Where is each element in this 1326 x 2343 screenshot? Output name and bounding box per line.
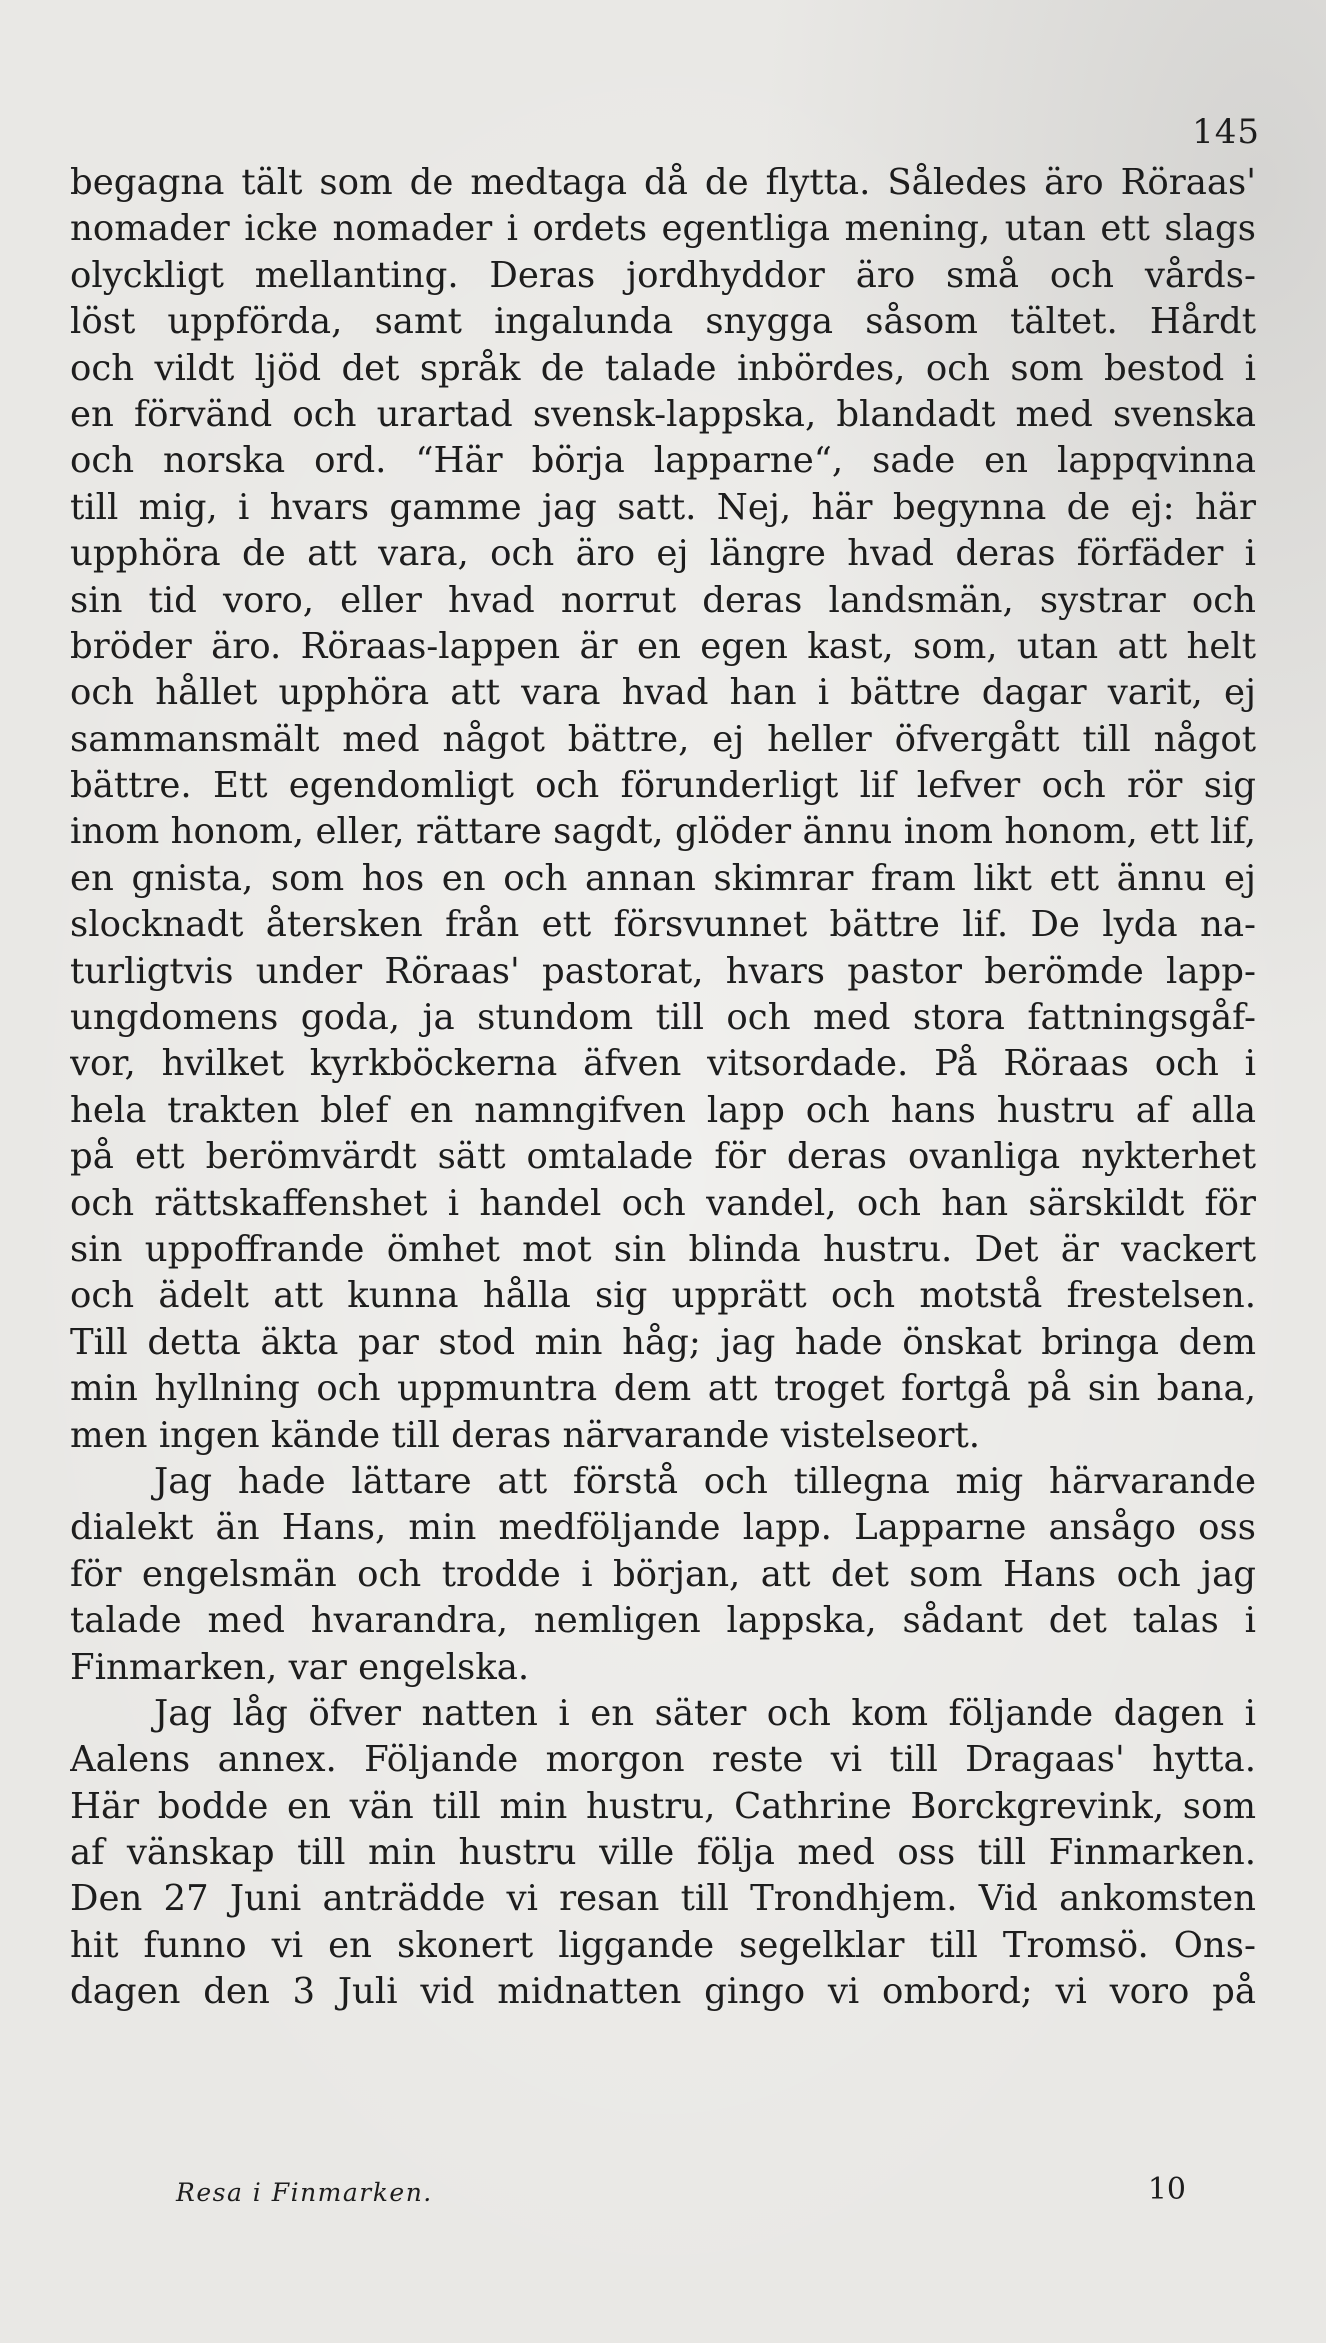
text-line: olyckligt mellanting. Deras jordhyddor äro små och vårds- xyxy=(70,254,1256,296)
text-line: Jag låg öfver natten i en säter och kom följande dagen i xyxy=(154,1692,1256,1734)
text-line: för engelsmän och trodde i början, att det som Hans och jag xyxy=(70,1553,1256,1595)
text-line: Till detta äkta par stod min håg; jag hade önskat bringa dem xyxy=(70,1321,1256,1363)
page-footer xyxy=(176,2172,1186,2212)
text-line: Jag hade lättare att förstå och tillegna mig härvarande xyxy=(154,1460,1256,1502)
text-line: Aalens annex. Följande morgon reste vi till Dragaas' hytta. xyxy=(70,1739,1256,1781)
signature-mark: 10 xyxy=(1147,2172,1186,2207)
running-title: Resa i Finmarken. xyxy=(176,2178,433,2207)
text-line: begagna tält som de medtaga då de flytta. Således äro Röraas' xyxy=(70,162,1256,203)
text-line: ungdomens goda, ja stundom till och med stora fattningsgåf- xyxy=(70,997,1256,1039)
text-line: upphöra de att vara, och äro ej längre hvad deras förfäder i xyxy=(70,533,1256,575)
text-line: löst uppförda, samt ingalunda snygga såsom tältet. Hårdt xyxy=(70,301,1256,343)
text-line: och vildt ljöd det språk de talade inbördes, och som bestod i xyxy=(70,347,1256,389)
text-line: men ingen kände till deras närvarande vistelseort. xyxy=(70,1414,981,1456)
text-line: bättre. Ett egendomligt och förunderligt lif lefver och rör sig xyxy=(70,765,1256,807)
text-line: hit funno vi en skonert liggande segelklar till Tromsö. Ons- xyxy=(70,1924,1256,1966)
text-line: Här bodde en vän till min hustru, Cathrine Borckgrevink, som xyxy=(70,1785,1256,1827)
page-number: 145 xyxy=(1192,112,1260,152)
text-line: talade med hvarandra, nemligen lappska, sådant det talas i xyxy=(70,1600,1256,1642)
text-line: sammansmält med något bättre, ej heller öfvergått till något xyxy=(70,718,1256,760)
text-line: och rättskaffenshet i handel och vandel, och han särskildt för xyxy=(70,1182,1256,1224)
text-line: Finmarken, var engelska. xyxy=(70,1646,530,1688)
text-line: turligtvis under Röraas' pastorat, hvars pastor berömde lapp- xyxy=(70,950,1256,992)
text-line: en gnista, som hos en och annan skimrar fram likt ett ännu ej xyxy=(70,857,1256,899)
text-line: på ett berömvärdt sätt omtalade för deras ovanliga nykterhet xyxy=(70,1136,1256,1178)
text-line: och norska ord. “Här börja lapparne“, sade en lappqvinna xyxy=(70,440,1256,482)
text-line: till mig, i hvars gamme jag satt. Nej, här begynna de ej: här xyxy=(70,486,1256,528)
body-text xyxy=(70,160,1256,2016)
text-line: slocknadt återsken från ett försvunnet bättre lif. De lyda na- xyxy=(70,904,1256,946)
text-line: och hållet upphöra att vara hvad han i bättre dagar varit, ej xyxy=(70,672,1256,714)
text-line: en förvänd och urartad svensk-lappska, blandadt med svenska xyxy=(70,393,1256,435)
text-line: min hyllning och uppmuntra dem att troget fortgå på sin bana, xyxy=(70,1368,1256,1410)
text-line: af vänskap till min hustru ville följa med oss till Finmarken. xyxy=(70,1832,1256,1874)
text-line: och ädelt att kunna hålla sig upprätt och motstå frestelsen. xyxy=(70,1275,1256,1317)
text-line: dialekt än Hans, min medföljande lapp. Lapparne ansågo oss xyxy=(70,1507,1256,1549)
text-line: sin tid voro, eller hvad norrut deras landsmän, systrar och xyxy=(70,579,1256,621)
text-line: inom honom, eller, rättare sagdt, glöder ännu inom honom, ett lif, xyxy=(70,811,1256,853)
text-line: vor, hvilket kyrkböckerna äfven vitsordade. På Röraas och i xyxy=(70,1043,1256,1085)
text-line: bröder äro. Röraas-lappen är en egen kast, som, utan att helt xyxy=(70,625,1256,667)
text-line: dagen den 3 Juli vid midnatten gingo vi ombord; vi voro på xyxy=(70,1971,1256,2013)
text-line: nomader icke nomader i ordets egentliga mening, utan ett slags xyxy=(70,208,1256,250)
text-line: Den 27 Juni anträdde vi resan till Trondhjem. Vid ankomsten xyxy=(70,1878,1256,1920)
text-line: hela trakten blef en namngifven lapp och hans hustru af alla xyxy=(70,1089,1256,1131)
text-line: sin uppoffrande ömhet mot sin blinda hustru. Det är vackert xyxy=(70,1228,1256,1270)
